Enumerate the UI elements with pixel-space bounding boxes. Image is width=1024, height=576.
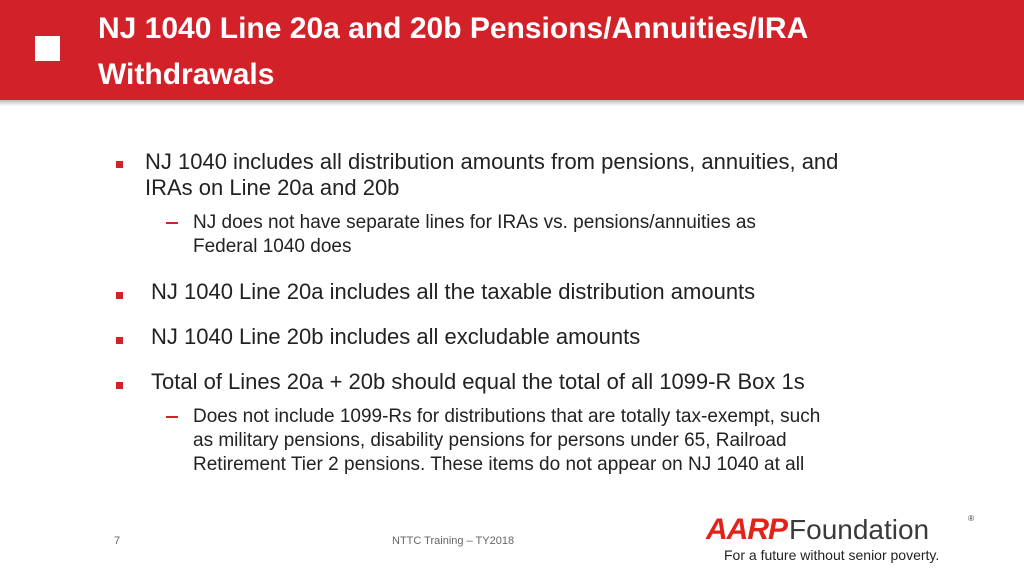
sub-bullet-4-line-2: as military pensions, disability pensions for persons under 65, Railroad [193, 430, 787, 451]
sub-bullet-1-text [193, 211, 756, 259]
sub-bullet-4-line-3: Retirement Tier 2 pensions. These items do not appear on NJ 1040 at all [193, 454, 805, 475]
bullet-1-text [145, 149, 838, 201]
bullet-2-text [151, 279, 755, 305]
bullet-square-icon [116, 337, 123, 344]
bullet-3-text [151, 324, 640, 350]
logo-tagline: For a future without senior poverty. [724, 547, 940, 563]
logo-registered-mark: ® [968, 514, 974, 523]
sub-bullet-4-text [193, 405, 820, 477]
sub-bullet-1-line-1: NJ does not have separate lines for IRAs vs. pensions/annuities as [193, 212, 756, 233]
aarp-foundation-logo [706, 514, 976, 570]
bullet-square-icon [116, 161, 123, 168]
footer-text: NTTC Training – TY2018 [392, 535, 515, 547]
sub-bullet-dash-icon [166, 416, 178, 418]
sub-bullet-1-line-2: Federal 1040 does [193, 236, 352, 257]
logo-brand: AARP [706, 513, 788, 546]
sub-bullet-4-line-1: Does not include 1099-Rs for distributions that are totally tax-exempt, such [193, 406, 821, 427]
logo-name: Foundation [789, 514, 930, 545]
slide-title-line-2: Withdrawals [98, 58, 275, 91]
bullet-4-text [151, 369, 805, 395]
bullet-4-line-1: Total of Lines 20a + 20b should equal the total of all 1099-R Box 1s [151, 369, 805, 394]
page-number: 7 [114, 535, 121, 547]
sub-bullet-dash-icon [166, 222, 178, 224]
bullet-square-icon [116, 382, 123, 389]
bullet-1-line-1: NJ 1040 includes all distribution amounts from pensions, annuities, and [145, 149, 839, 174]
bullet-1-line-2: IRAs on Line 20a and 20b [145, 175, 400, 200]
logo-wordmark [706, 514, 929, 546]
slide-title-line-1: NJ 1040 Line 20a and 20b Pensions/Annuities/IRA [98, 12, 809, 45]
bullet-square-icon [116, 292, 123, 299]
bullet-2-line-1: NJ 1040 Line 20a includes all the taxable distribution amounts [151, 279, 756, 304]
bullet-3-line-1: NJ 1040 Line 20b includes all excludable amounts [151, 324, 641, 349]
